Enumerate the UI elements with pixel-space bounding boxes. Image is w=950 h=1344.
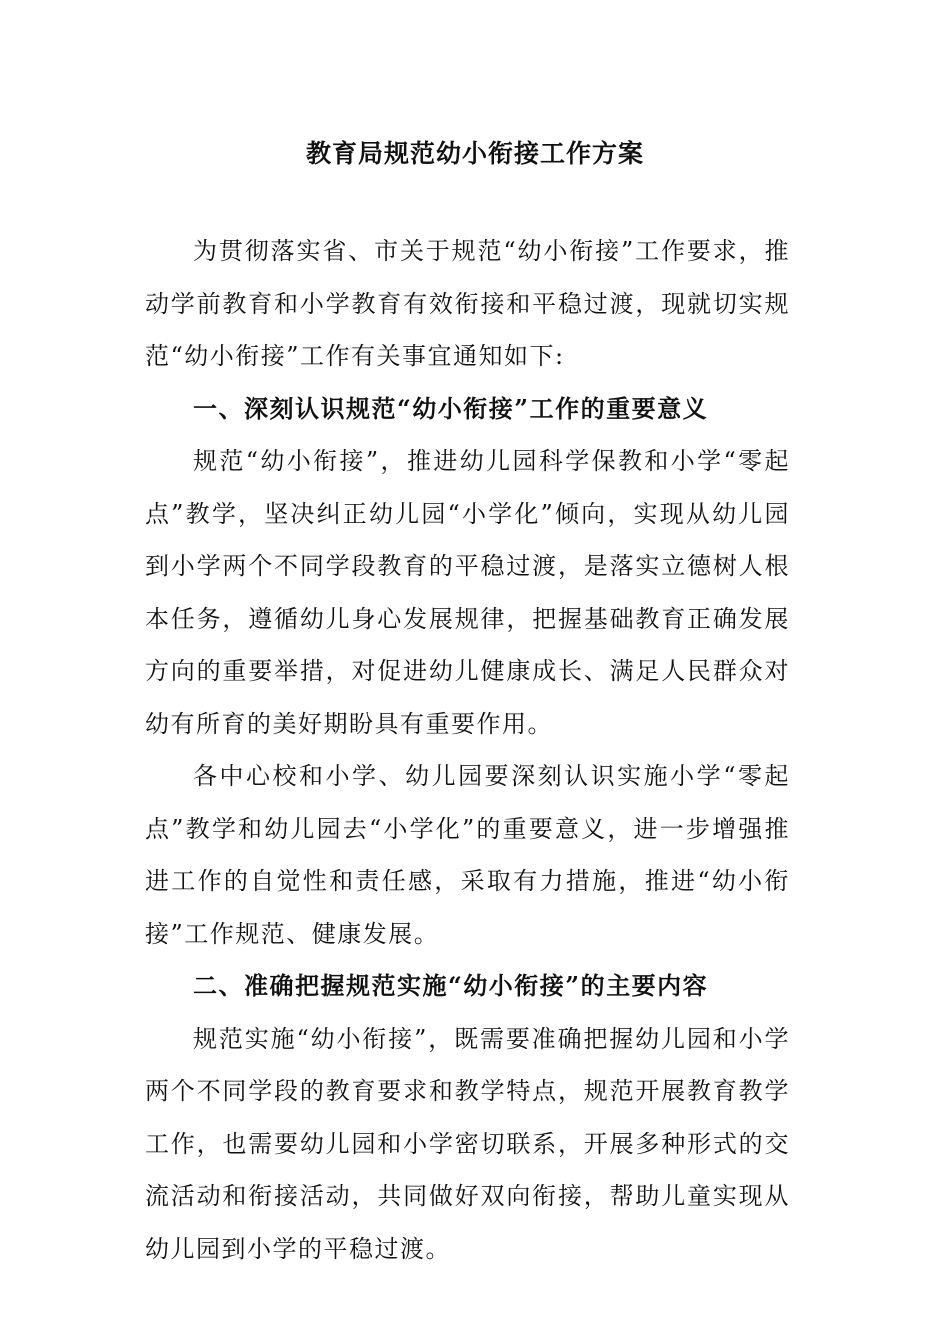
section-2-heading: 二、准确把握规范实施“幼小衔接”的主要内容 bbox=[193, 971, 709, 1000]
section-2-paragraph-1: 规范实施“幼小衔接”，既需要准确把握幼儿园和小学两个不同学段的教育要求和教学特点，规范开展教育教学工作，也需要幼儿园和小学密切联系，开展多种形式的交流活动和衔接活动，共同做好双向衔接，帮助儿童实现从幼儿园到小学的平稳过渡。 bbox=[145, 1024, 790, 1263]
section-1-paragraph-1: 规范“幼小衔接”，推进幼儿园科学保教和小学“零起点”教学，坚决纠正幼儿园“小学化”倾向，实现从幼儿园到小学两个不同学段教育的平稳过渡，是落实立德树人根本任务，遵循幼儿身心发展规律，把握基础教育正确发展方向的重要举措，对促进幼儿健康成长、满足人民群众对幼有所育的美好期盼具有重要作用。 bbox=[145, 447, 790, 738]
section-1-heading: 一、深刻认识规范“幼小衔接”工作的重要意义 bbox=[193, 393, 709, 423]
section-1-paragraph-2: 各中心校和小学、幼儿园要深刻认识实施小学“零起点”教学和幼儿园去“小学化”的重要意义，进一步增强推进工作的自觉性和责任感，采取有力措施，推进“幼小衔接”工作规范、健康发展。 bbox=[145, 762, 790, 948]
intro-paragraph: 为贯彻落实省、市关于规范“幼小衔接”工作要求，推动学前教育和小学教育有效衔接和平稳过渡，现就切实规范“幼小衔接”工作有关事宜通知如下: bbox=[145, 237, 790, 370]
document-title: 教育局规范幼小衔接工作方案 bbox=[305, 139, 644, 168]
document-body bbox=[145, 225, 790, 1275]
